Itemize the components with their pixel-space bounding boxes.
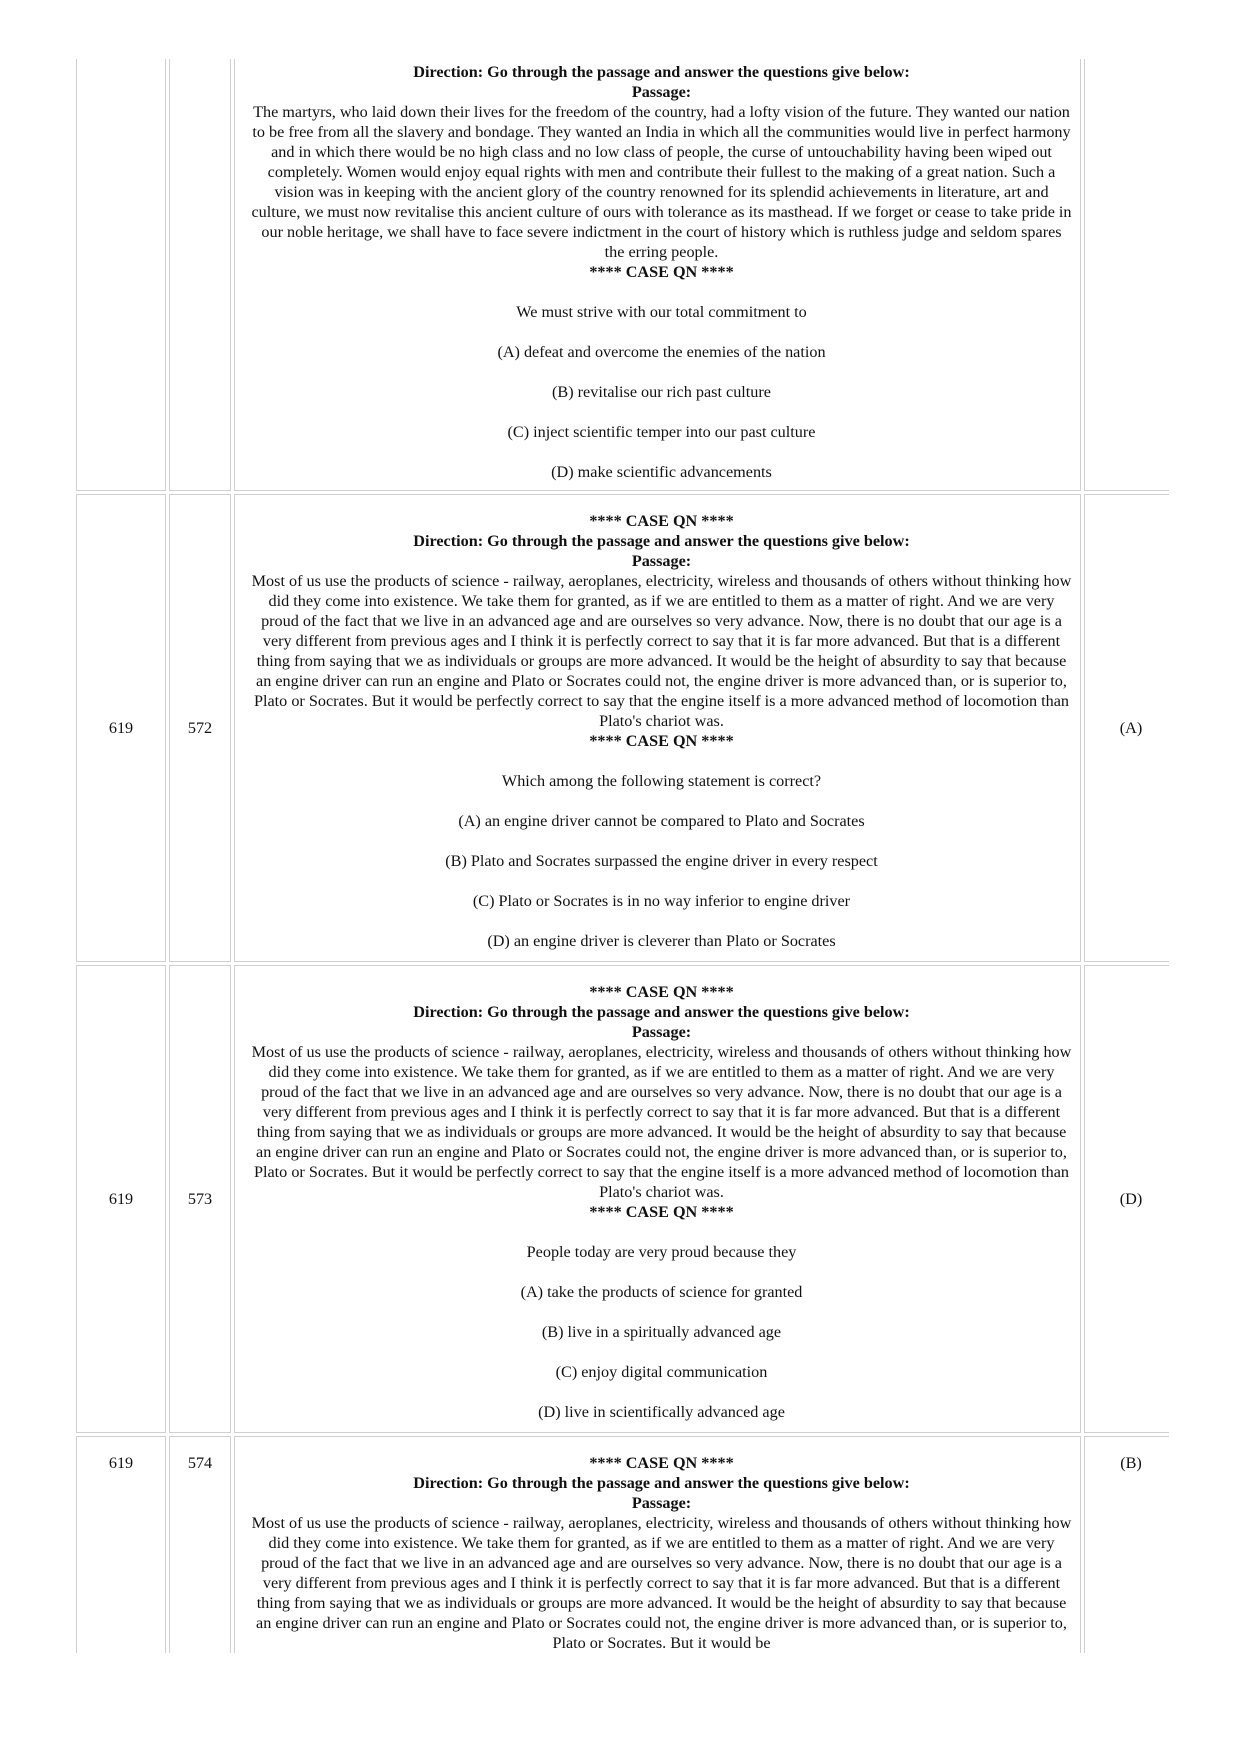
option-c: (C) enjoy digital communication [555, 1363, 768, 1381]
answer-cell: (D) [1084, 965, 1169, 1433]
option-d: (D) live in scientifically advanced age [538, 1403, 785, 1421]
answer-cell: (B) [1084, 1436, 1169, 1653]
option-a: (A) defeat and overcome the enemies of the nation [497, 343, 826, 361]
option-c: (C) inject scientific temper into our past culture [507, 423, 816, 441]
table-row [76, 965, 1169, 1433]
option-a: (A) take the products of science for granted [520, 1283, 803, 1301]
direction-text: Direction: Go through the passage and answer the questions give below: [413, 1474, 910, 1492]
question-number-cell: 573 [169, 965, 231, 1433]
case-qn-marker: **** CASE QN **** [589, 1454, 734, 1472]
passage-label: Passage: [631, 1494, 692, 1512]
question-table [73, 56, 1169, 1656]
case-qn-marker: **** CASE QN **** [589, 1203, 734, 1221]
passage-text: Most of us use the products of science - railway, aeroplanes, electricity, wireless and thousands of others without thinking how did they come into existence. We take them for granted, as if we are entitled to them as a matter of right. And we are very proud of the fact that we live in an advanced age and are ourselves so very advance. Now, there is no doubt that our age is a very different from previous ages and I think it is perfectly correct to say that it is far more advanced. But that is a different thing from saying that we as individuals or groups are more advanced. It would be the height of absurdity to say that because an engine driver can run an engine and Plato or Socrates could not, the engine driver is more advanced than, or is superior to, Plato or Socrates. But it would be [251, 1514, 1072, 1652]
passage-label: Passage: [631, 83, 692, 101]
passage-label: Passage: [631, 1023, 692, 1041]
paper-code-cell: 619 [76, 1436, 166, 1653]
direction-text: Direction: Go through the passage and answer the questions give below: [413, 532, 910, 550]
question-cell [234, 965, 1081, 1433]
option-d: (D) an engine driver is cleverer than Plato or Socrates [487, 932, 836, 950]
question-stem: Which among the following statement is correct? [501, 772, 822, 790]
case-qn-marker: **** CASE QN **** [589, 512, 734, 530]
question-cell [234, 59, 1081, 491]
table-row [76, 59, 1169, 491]
question-cell [234, 1436, 1081, 1653]
case-qn-marker: **** CASE QN **** [589, 263, 734, 281]
paper-code-cell: 619 [76, 965, 166, 1433]
table-row [76, 494, 1169, 962]
paper-code-cell: 619 [76, 494, 166, 962]
option-b: (B) Plato and Socrates surpassed the engine driver in every respect [445, 852, 878, 870]
paper-code-cell [76, 59, 166, 491]
table-row [76, 1436, 1169, 1653]
direction-text: Direction: Go through the passage and answer the questions give below: [413, 63, 910, 81]
answer-cell: (A) [1084, 494, 1169, 962]
question-stem: We must strive with our total commitment to [516, 303, 807, 321]
option-a: (A) an engine driver cannot be compared to Plato and Socrates [458, 812, 865, 830]
question-number-cell: 574 [169, 1436, 231, 1653]
passage-text: The martyrs, who laid down their lives for the freedom of the country, had a lofty vision of the future. They wanted our nation to be free from all the slavery and bondage. They wanted an India in which all the communities would live in perfect harmony and in which there would be no high class and no low class of people, the curse of untouchability having been wiped out completely. Women would enjoy equal rights with men and contribute their fullest to the making of a great nation. Such a vision was in keeping with the ancient glory of the country renowned for its splendid achievements in literature, art and culture, we must now revitalise this ancient culture of ours with tolerance as its masthead. If we forget or cease to take pride in our noble heritage, we shall have to face severe indictment in the court of history which is ruthless judge and seldom spares the erring people. [251, 103, 1072, 261]
option-d: (D) make scientific advancements [551, 463, 772, 481]
question-number-cell [169, 59, 231, 491]
question-sheet [73, 0, 1169, 1755]
question-number-cell: 572 [169, 494, 231, 962]
answer-cell [1084, 59, 1169, 491]
direction-text: Direction: Go through the passage and answer the questions give below: [413, 1003, 910, 1021]
passage-label: Passage: [631, 552, 692, 570]
case-qn-marker: **** CASE QN **** [589, 983, 734, 1001]
option-b: (B) live in a spiritually advanced age [541, 1323, 782, 1341]
passage-text: Most of us use the products of science - railway, aeroplanes, electricity, wireless and thousands of others without thinking how did they come into existence. We take them for granted, as if we are entitled to them as a matter of right. And we are very proud of the fact that we live in an advanced age and are ourselves so very advance. Now, there is no doubt that our age is a very different from previous ages and I think it is perfectly correct to say that it is far more advanced. But that is a different thing from saying that we as individuals or groups are more advanced. It would be the height of absurdity to say that because an engine driver can run an engine and Plato or Socrates could not, the engine driver is more advanced than, or is superior to, Plato or Socrates. But it would be perfectly correct to say that the engine itself is a more advanced method of locomotion than Plato's chariot was. [251, 1043, 1072, 1201]
question-stem: People today are very proud because they [526, 1243, 797, 1261]
case-qn-marker: **** CASE QN **** [589, 732, 734, 750]
option-c: (C) Plato or Socrates is in no way inferior to engine driver [472, 892, 851, 910]
option-b: (B) revitalise our rich past culture [552, 383, 771, 401]
question-cell [234, 494, 1081, 962]
passage-text: Most of us use the products of science - railway, aeroplanes, electricity, wireless and thousands of others without thinking how did they come into existence. We take them for granted, as if we are entitled to them as a matter of right. And we are very proud of the fact that we live in an advanced age and are ourselves so very advance. Now, there is no doubt that our age is a very different from previous ages and I think it is perfectly correct to say that it is far more advanced. But that is a different thing from saying that we as individuals or groups are more advanced. It would be the height of absurdity to say that because an engine driver can run an engine and Plato or Socrates could not, the engine driver is more advanced than, or is superior to, Plato or Socrates. But it would be perfectly correct to say that the engine itself is a more advanced method of locomotion than Plato's chariot was. [251, 572, 1072, 730]
